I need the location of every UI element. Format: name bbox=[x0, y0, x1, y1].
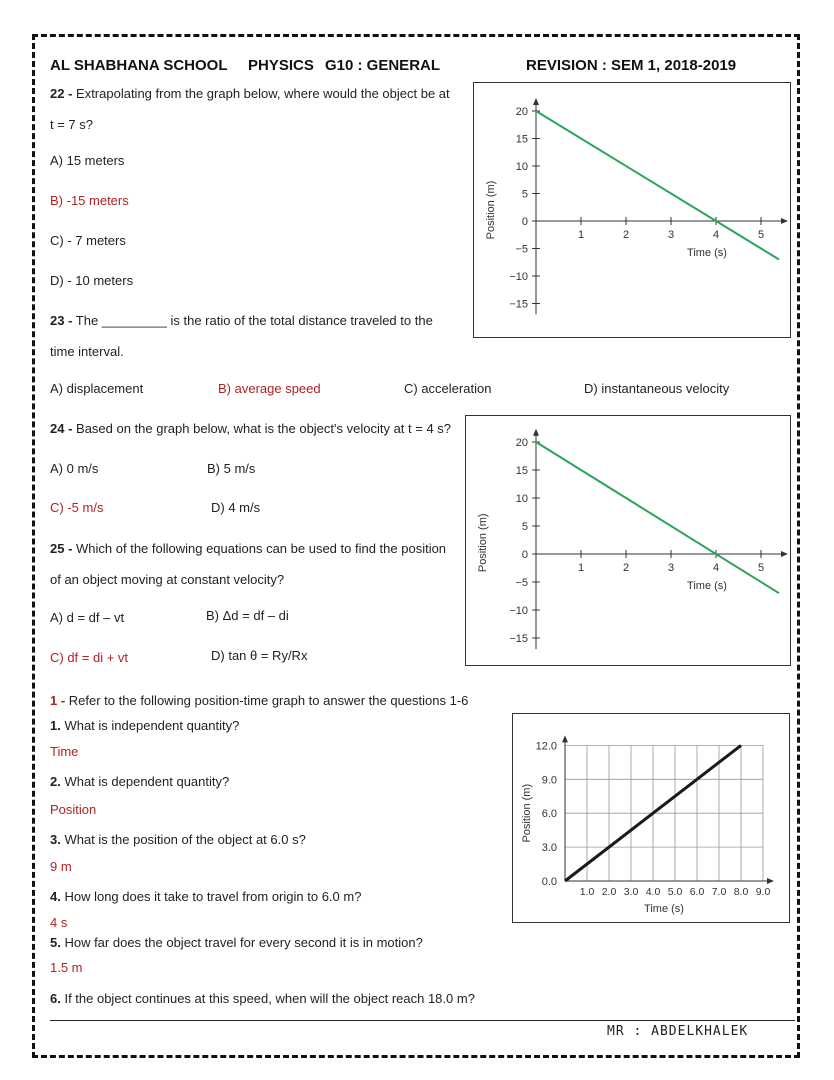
x-tick-label: 2 bbox=[622, 562, 630, 574]
chart-svg bbox=[474, 83, 790, 337]
y-tick-label: 0 bbox=[521, 549, 528, 561]
question-number: 23 - bbox=[50, 313, 73, 328]
section-intro-text: Refer to the following position-time graph to answer the questions 1-6 bbox=[65, 693, 469, 708]
sub-question-text: What is independent quantity? bbox=[60, 718, 240, 733]
sub-answer: 9 m bbox=[50, 859, 72, 874]
question-text: The _________ is the ratio of the total distance traveled to the bbox=[72, 313, 433, 328]
x-tick-label: 1 bbox=[577, 229, 585, 241]
footer-rule bbox=[50, 1020, 795, 1021]
y-tick-label: −5 bbox=[515, 243, 528, 256]
x-axis-arrow bbox=[781, 218, 788, 224]
chart-svg bbox=[513, 714, 789, 922]
x-tick-label: 1 bbox=[577, 562, 585, 574]
y-tick-label: 20 bbox=[515, 437, 528, 449]
x-tick-label: 4 bbox=[712, 562, 720, 574]
y-tick-label: −15 bbox=[509, 298, 528, 311]
x-axis-label: Time (s) bbox=[687, 247, 727, 259]
question-text: Based on the graph below, what is the object's velocity at t = 4 s? bbox=[72, 421, 452, 436]
option-answer: C) -5 m/s bbox=[50, 500, 104, 515]
section-intro bbox=[50, 693, 468, 708]
y-tick-label: −15 bbox=[509, 633, 528, 645]
y-axis-arrow bbox=[533, 429, 539, 436]
y-axis-arrow bbox=[533, 98, 539, 105]
option: D) instantaneous velocity bbox=[584, 381, 730, 396]
sub-answer: Position bbox=[50, 802, 97, 817]
school-name: AL SHABHANA SCHOOL bbox=[50, 57, 228, 74]
sub-question bbox=[50, 832, 306, 847]
question-22 bbox=[50, 86, 450, 101]
option: D) tan θ = Ry/Rx bbox=[211, 648, 308, 663]
sub-question-number: 4. bbox=[50, 889, 61, 904]
y-tick-label: 10 bbox=[515, 161, 528, 173]
question-25 bbox=[50, 541, 446, 556]
option-answer: B) -15 meters bbox=[50, 193, 129, 208]
option: B) Δd = df – di bbox=[206, 608, 289, 623]
x-tick-label: 5 bbox=[757, 562, 765, 574]
question-number: 25 - bbox=[50, 541, 73, 556]
option: D) 4 m/s bbox=[211, 500, 261, 515]
x-axis-label: Time (s) bbox=[644, 903, 684, 915]
y-axis-label: Position (m) bbox=[521, 783, 533, 843]
y-axis-arrow bbox=[562, 735, 568, 742]
sub-answer: Time bbox=[50, 744, 79, 759]
sub-question-text: What is dependent quantity? bbox=[60, 774, 230, 789]
x-tick-label: 2 bbox=[622, 229, 630, 241]
y-tick-label: 12.0 bbox=[535, 740, 557, 753]
option: A) 15 meters bbox=[50, 153, 125, 168]
x-axis-arrow bbox=[767, 878, 774, 884]
x-tick-label: 7.0 bbox=[711, 886, 727, 898]
sub-question-text: How far does the object travel for every second it is in motion? bbox=[60, 935, 423, 950]
x-tick-label: 9.0 bbox=[755, 886, 771, 898]
question-number: 22 - bbox=[50, 86, 73, 101]
sub-question bbox=[50, 889, 361, 904]
option-answer: B) average speed bbox=[218, 381, 321, 396]
sub-question-text: How long does it take to travel from origin to 6.0 m? bbox=[60, 889, 362, 904]
option-answer: C) df = di + vt bbox=[50, 650, 129, 665]
chart-svg bbox=[466, 416, 790, 665]
sub-question-text: If the object continues at this speed, when will the object reach 18.0 m? bbox=[60, 991, 475, 1006]
option: C) - 7 meters bbox=[50, 233, 126, 248]
question-24 bbox=[50, 421, 451, 436]
x-tick-label: 8.0 bbox=[733, 886, 749, 898]
subject: PHYSICS bbox=[248, 57, 314, 74]
option: A) d = df – vt bbox=[50, 610, 125, 625]
sub-question bbox=[50, 774, 229, 789]
y-tick-label: −10 bbox=[509, 271, 528, 283]
y-tick-label: 10 bbox=[515, 493, 528, 505]
x-tick-label: 3 bbox=[667, 229, 675, 241]
y-tick-label: 20 bbox=[515, 106, 528, 118]
sub-answer: 4 s bbox=[50, 915, 68, 930]
sub-question-number: 6. bbox=[50, 991, 61, 1006]
option: C) acceleration bbox=[404, 381, 492, 396]
position-time-chart-1 bbox=[473, 82, 791, 338]
sub-question-number: 5. bbox=[50, 935, 61, 950]
sub-question bbox=[50, 718, 239, 733]
signature: MR : ABDELKHALEK bbox=[607, 1024, 749, 1039]
question-text: Which of the following equations can be used to find the position bbox=[72, 541, 447, 556]
y-tick-label: 3.0 bbox=[541, 842, 557, 855]
question-number: 24 - bbox=[50, 421, 73, 436]
revision: REVISION : SEM 1, 2018-2019 bbox=[526, 57, 737, 74]
option: A) 0 m/s bbox=[50, 461, 99, 476]
x-tick-label: 2.0 bbox=[601, 886, 617, 898]
y-axis-label: Position (m) bbox=[477, 513, 489, 573]
y-tick-label: 9.0 bbox=[541, 774, 557, 787]
sub-question bbox=[50, 935, 423, 950]
y-tick-label: −5 bbox=[515, 577, 528, 589]
question-text-cont: time interval. bbox=[50, 344, 124, 359]
x-tick-label: 6.0 bbox=[689, 886, 705, 898]
x-axis-arrow bbox=[781, 551, 788, 557]
y-tick-label: 15 bbox=[515, 465, 528, 477]
y-tick-label: 0 bbox=[521, 216, 528, 228]
sub-question-number: 3. bbox=[50, 832, 61, 847]
question-text-cont: of an object moving at constant velocity? bbox=[50, 572, 285, 587]
x-tick-label: 4.0 bbox=[645, 886, 661, 898]
sub-question-text: What is the position of the object at 6.0 s? bbox=[60, 832, 306, 847]
y-tick-label: 5 bbox=[521, 188, 528, 201]
y-tick-label: −10 bbox=[509, 605, 528, 617]
question-23 bbox=[50, 313, 433, 328]
x-tick-label: 3.0 bbox=[623, 886, 639, 898]
section-number: 1 - bbox=[50, 693, 66, 708]
option: A) displacement bbox=[50, 381, 144, 396]
option: D) - 10 meters bbox=[50, 273, 134, 288]
y-axis-label: Position (m) bbox=[485, 180, 497, 240]
question-text-cont: t = 7 s? bbox=[50, 117, 93, 132]
option: B) 5 m/s bbox=[207, 461, 256, 476]
x-tick-label: 3 bbox=[667, 562, 675, 574]
x-tick-label: 1.0 bbox=[579, 886, 595, 898]
x-tick-label: 4 bbox=[712, 229, 720, 241]
series-line bbox=[536, 111, 779, 260]
series-line bbox=[536, 442, 779, 593]
position-time-chart-2 bbox=[465, 415, 791, 666]
y-tick-label: 15 bbox=[515, 133, 528, 146]
question-text: Extrapolating from the graph below, where would the object be at bbox=[72, 86, 450, 101]
y-tick-label: 5 bbox=[521, 521, 528, 533]
y-tick-label: 6.0 bbox=[541, 808, 557, 821]
position-time-chart-3 bbox=[512, 713, 790, 923]
x-axis-label: Time (s) bbox=[687, 580, 727, 592]
grade: G10 : GENERAL bbox=[325, 57, 441, 74]
sub-question-number: 1. bbox=[50, 718, 61, 733]
y-tick-label: 0.0 bbox=[541, 876, 557, 888]
x-tick-label: 5 bbox=[757, 229, 765, 241]
sub-answer: 1.5 m bbox=[50, 960, 83, 975]
x-tick-label: 5.0 bbox=[667, 886, 683, 898]
sub-question-number: 2. bbox=[50, 774, 61, 789]
sub-question bbox=[50, 991, 475, 1006]
